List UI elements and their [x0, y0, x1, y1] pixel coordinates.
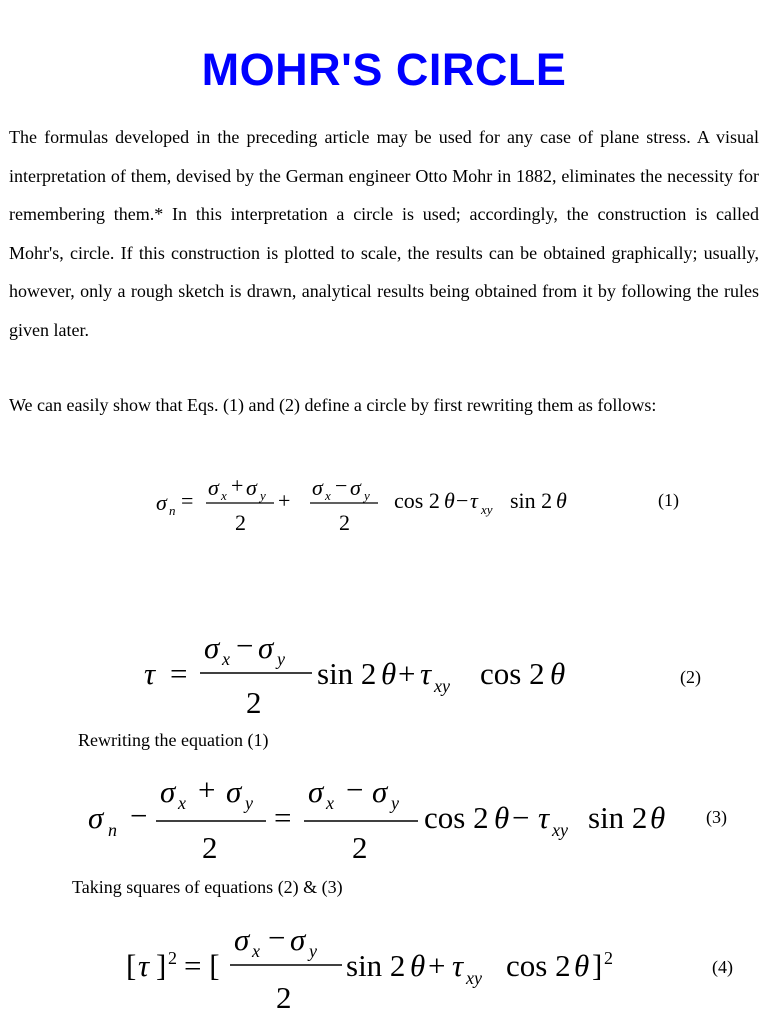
equation-2-number: (2) [680, 667, 701, 687]
svg-text:n: n [108, 820, 117, 840]
svg-text:σ: σ [312, 475, 323, 500]
intro-paragraph: The formulas developed in the preceding article may be used for any case of plane stress. A visual interpretation of them, devised by the German engineer Otto Mohr in 1882, eliminates the necessity for remembering them.* In this interpretation a circle is used; accordingly, the construction is called Mohr's, circle. If this construction is plotted to scale, the results can be obtained graphically; usually, however, only a rough sketch is drawn, analytical results being obtained from it by following the rules given later. [9, 127, 759, 340]
svg-text:x: x [325, 488, 331, 503]
svg-text:n: n [169, 503, 176, 518]
svg-text:cos 2: cos 2 [506, 948, 571, 983]
svg-text:σ: σ [208, 475, 219, 500]
svg-text:σ: σ [246, 475, 257, 500]
svg-text:=: = [181, 488, 194, 513]
svg-text:y: y [309, 941, 317, 961]
svg-text:x: x [221, 488, 227, 503]
svg-text:xy: xy [552, 820, 568, 840]
svg-text:xy: xy [434, 676, 450, 696]
rewrite-paragraph: We can easily show that Eqs. (1) and (2) define a circle by first rewriting them as follows: [9, 395, 657, 415]
svg-text:sin 2: sin 2 [317, 656, 377, 691]
svg-text:2: 2 [604, 948, 613, 968]
svg-text:y: y [245, 793, 253, 813]
equation-1 [150, 470, 590, 540]
svg-text:σ: σ [234, 922, 250, 957]
svg-text:+: + [278, 488, 291, 513]
svg-text:θ: θ [410, 948, 426, 983]
svg-text:sin 2: sin 2 [588, 800, 648, 835]
svg-text:cos 2: cos 2 [424, 800, 489, 835]
svg-text:−: − [130, 798, 148, 833]
squares-label: Taking squares of equations (2) & (3) [72, 877, 343, 897]
svg-text:−: − [236, 628, 254, 663]
svg-text:[: [ [126, 948, 137, 983]
svg-text:x: x [178, 793, 186, 813]
svg-text:θ: θ [574, 948, 590, 983]
svg-text:+: + [428, 948, 446, 983]
svg-text:τ: τ [470, 488, 478, 513]
svg-text:cos 2: cos 2 [394, 488, 440, 513]
svg-text:xy: xy [466, 968, 482, 988]
svg-text:x: x [252, 941, 260, 961]
svg-text:σ: σ [290, 922, 306, 957]
svg-text:=: = [274, 800, 292, 835]
rewriting-label: Rewriting the equation (1) [78, 730, 269, 750]
svg-text:θ: θ [556, 488, 567, 513]
svg-text:x: x [326, 793, 334, 813]
svg-text:σ: σ [160, 774, 176, 809]
svg-text:θ: θ [444, 488, 455, 513]
svg-text:2: 2 [352, 830, 368, 865]
svg-text:τ: τ [144, 656, 156, 691]
equation-2 [140, 628, 590, 723]
svg-text:2: 2 [276, 980, 292, 1015]
svg-text:sin 2: sin 2 [510, 488, 553, 513]
svg-text:τ: τ [452, 948, 464, 983]
svg-text:2: 2 [202, 830, 218, 865]
svg-text:+: + [231, 473, 244, 498]
equation-1-number: (1) [658, 490, 679, 510]
svg-text:σ: σ [204, 630, 220, 665]
svg-text:θ: θ [494, 800, 510, 835]
svg-text:σ: σ [308, 774, 324, 809]
svg-text:−: − [268, 920, 286, 955]
svg-text:= [: = [ [184, 948, 220, 983]
svg-text:−: − [512, 800, 530, 835]
svg-text:x: x [222, 649, 230, 669]
svg-text:σ: σ [258, 630, 274, 665]
svg-text:σ: σ [226, 774, 242, 809]
svg-text:]: ] [156, 948, 167, 983]
equation-4 [124, 920, 634, 1020]
svg-text:θ: θ [650, 800, 666, 835]
svg-text:+: + [398, 656, 416, 691]
svg-text:−: − [456, 488, 469, 513]
svg-text:]: ] [592, 948, 603, 983]
svg-text:σ: σ [88, 800, 104, 835]
svg-text:σ: σ [372, 774, 388, 809]
svg-text:+: + [198, 772, 216, 807]
svg-text:2: 2 [168, 948, 177, 968]
equation-3 [84, 772, 684, 867]
svg-text:σ: σ [156, 490, 167, 515]
svg-text:y: y [277, 649, 285, 669]
svg-text:−: − [335, 473, 348, 498]
equation-3-number: (3) [706, 807, 727, 827]
svg-text:τ: τ [538, 800, 550, 835]
svg-text:σ: σ [350, 475, 361, 500]
svg-text:y: y [391, 793, 399, 813]
svg-text:xy: xy [481, 502, 493, 517]
equation-4-number: (4) [712, 957, 733, 977]
svg-text:sin 2: sin 2 [346, 948, 406, 983]
svg-text:−: − [346, 772, 364, 807]
svg-text:2: 2 [246, 685, 262, 720]
svg-text:y: y [364, 488, 370, 503]
svg-text:2: 2 [235, 510, 246, 535]
svg-text:cos 2: cos 2 [480, 656, 545, 691]
svg-text:=: = [170, 656, 188, 691]
page-title: MOHR'S CIRCLE [201, 44, 567, 95]
svg-text:θ: θ [381, 656, 397, 691]
svg-text:τ: τ [420, 656, 432, 691]
svg-text:θ: θ [550, 656, 566, 691]
svg-text:y: y [260, 488, 266, 503]
svg-text:τ: τ [138, 948, 150, 983]
svg-text:2: 2 [339, 510, 350, 535]
